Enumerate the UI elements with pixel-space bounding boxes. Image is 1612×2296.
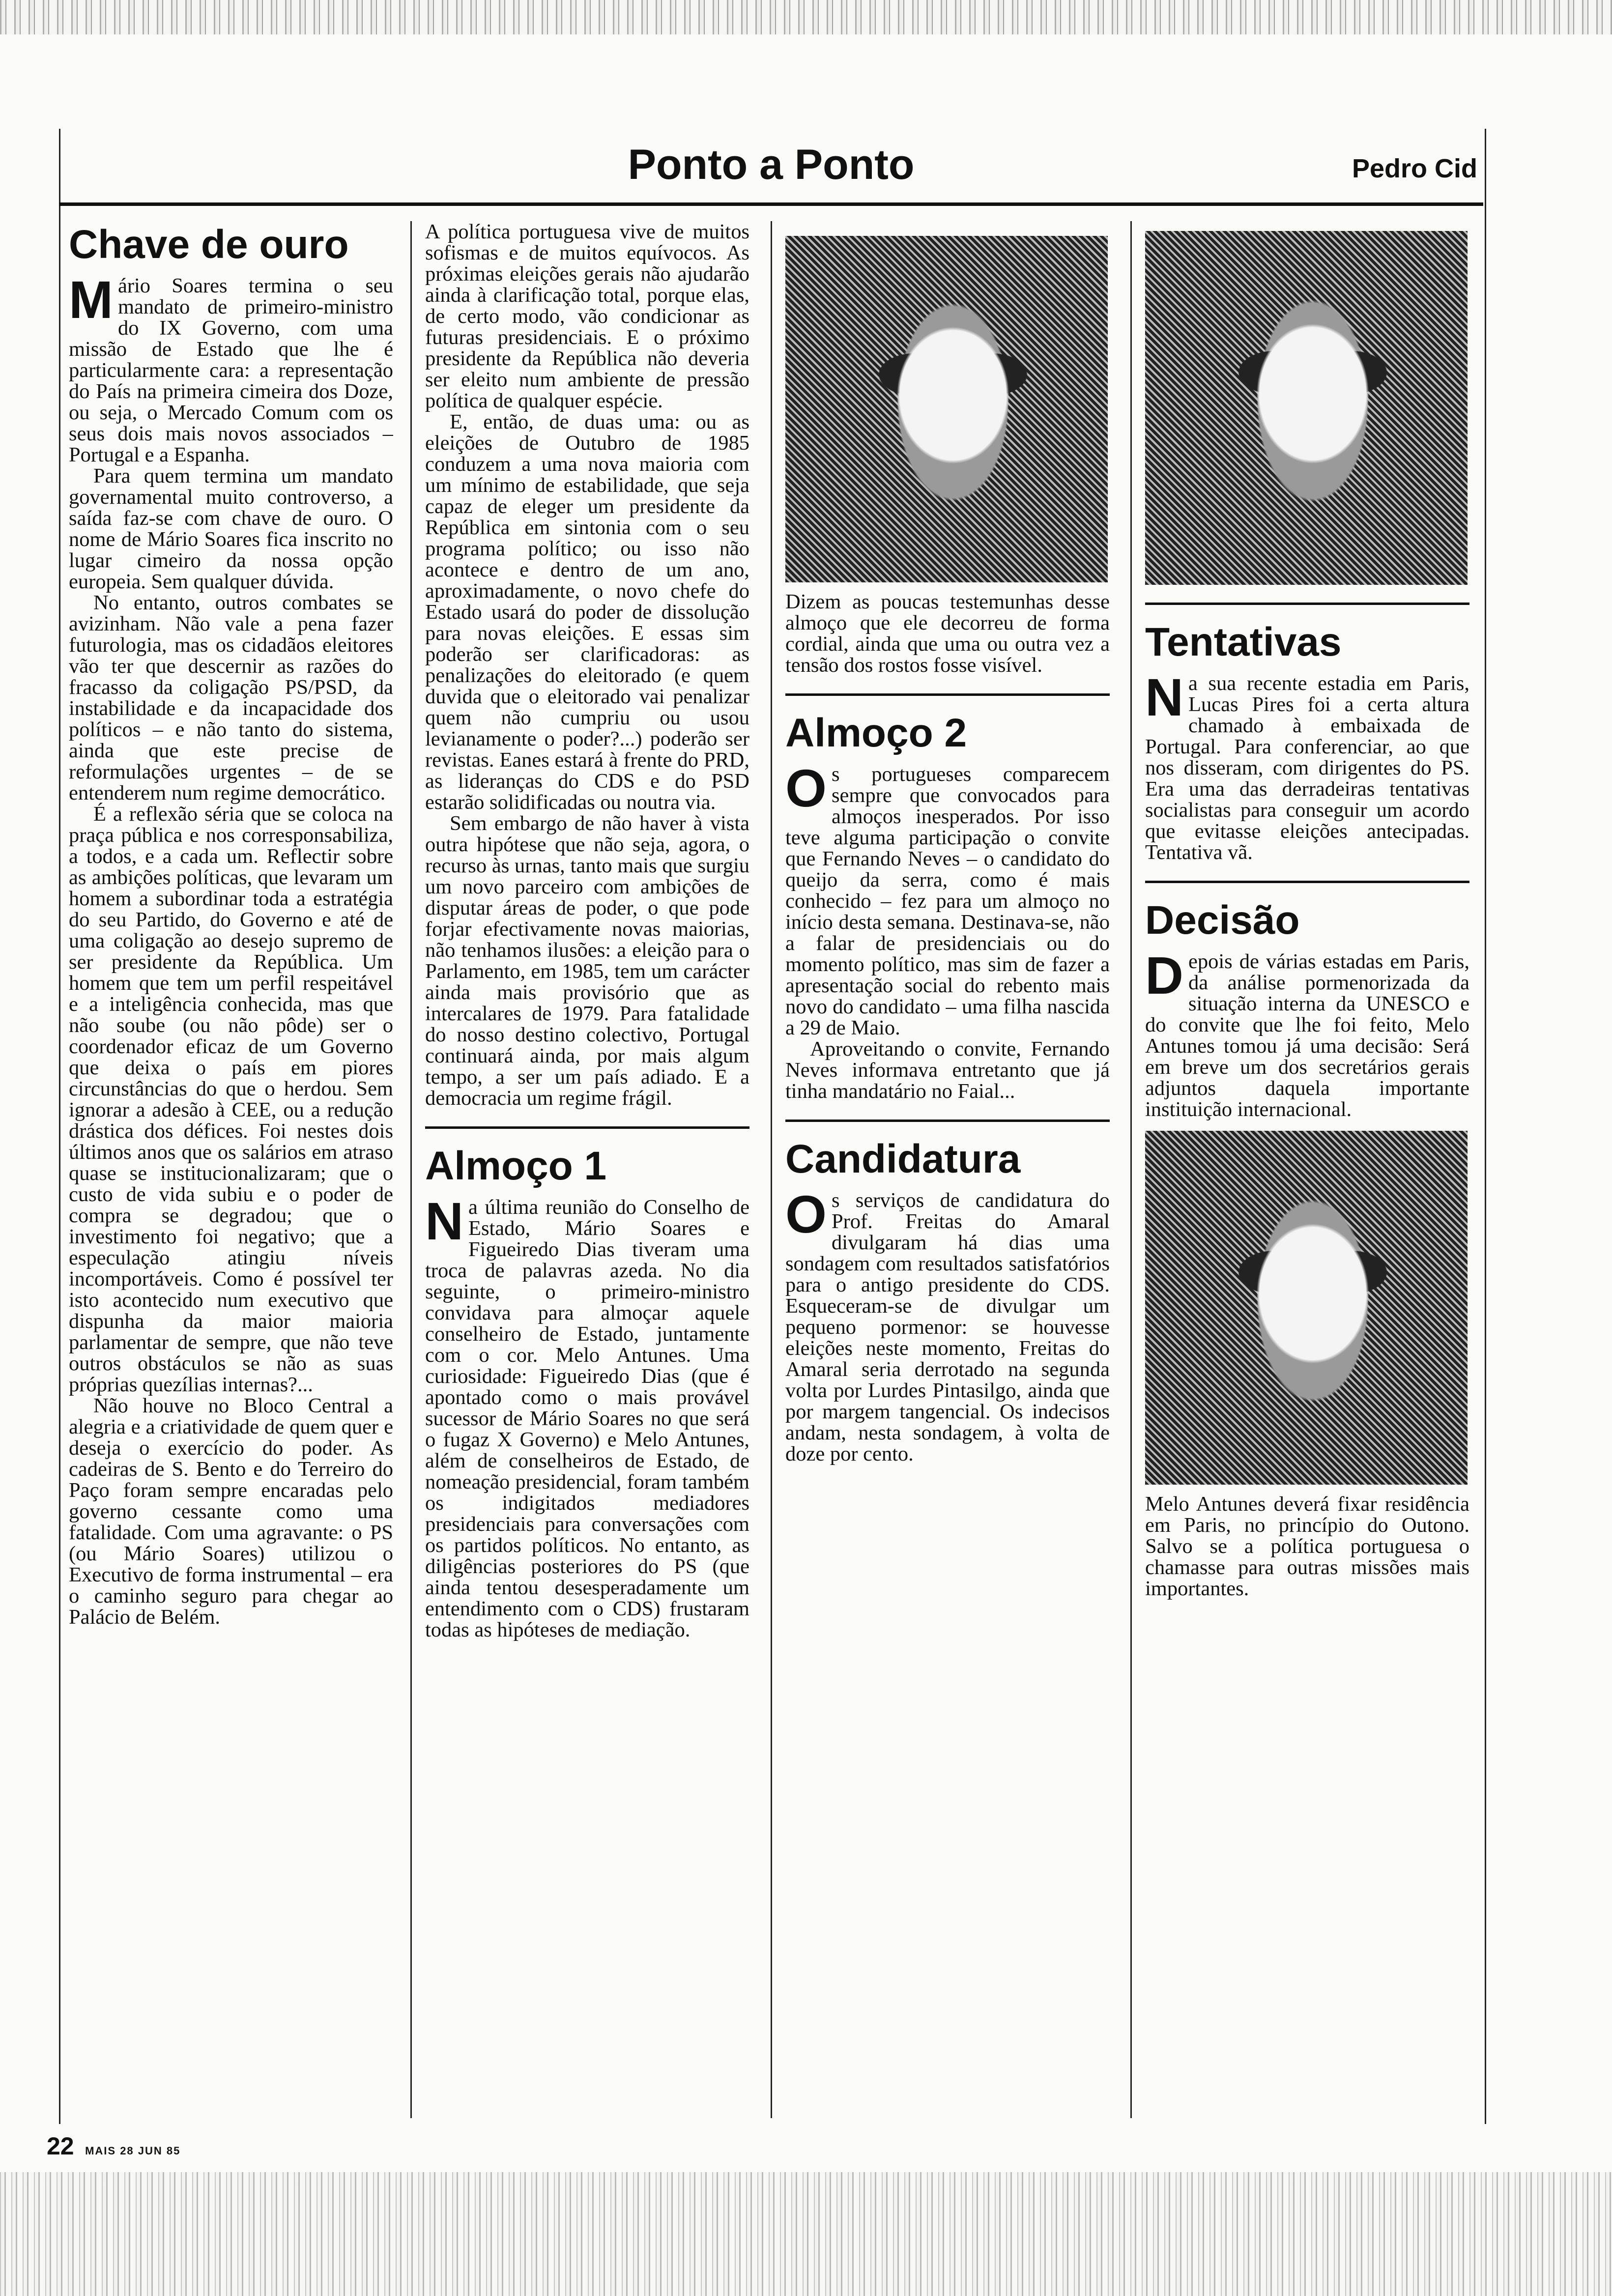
headline-candidatura: Candidatura: [785, 1137, 1021, 1181]
article-paragraph: Dizem as poucas testemunhas desse almoço que ele decorreu de forma cordial, ainda que uma ou outra vez a tensão dos rostos fosse visível.: [785, 590, 1110, 677]
column-divider: [410, 221, 412, 2118]
headline-almoco-1: Almoço 1: [425, 1144, 607, 1188]
article-paragraph: Para quem termina um mandato governamental muito controverso, a saída faz-se com chave de ouro. O nome de Mário Soares fica inscrito no lugar cimeiro da nossa opção europeia. Sem qualquer dúvida.: [69, 464, 393, 593]
article-paragraph: Na sua recente estadia em Paris, Lucas Pires foi a certa altura chamado à embaixada de Portugal. Para conferenciar, ao que nos disseram, com dirigentes do PS. Era uma das derradeiras tentativas socialistas para conseguir um acordo que evitasse eleições antecipadas. Tentativa vã.: [1145, 667, 1469, 864]
headline-almoco-2: Almoço 2: [785, 711, 967, 755]
drop-cap: N: [425, 1191, 463, 1251]
drop-cap: N: [1145, 667, 1183, 727]
column-3: [785, 221, 1110, 2123]
article-paragraph: Os serviços de candidatura do Prof. Freitas do Amaral divulgaram há dias uma sondagem com resultados satisfatórios para o antigo presidente do CDS. Esqueceram-se de divulgar um pequeno pormenor: se houvesse eleições neste momento, Freitas do Amaral seria derrotado na segunda volta por Lurdes Pintasilgo, ainda que por margem tangencial. Os indecisos andam, nesta sondagem, à volta de doze por cento.: [785, 1184, 1110, 1465]
section-title: Ponto a Ponto: [628, 141, 915, 188]
portrait-photo-freitas: [1145, 231, 1468, 585]
issue-line: MAIS 28 JUN 85: [85, 2145, 181, 2157]
article-paragraph: Não houve no Bloco Central a alegria e a criatividade de quem quer e deseja o exercício do poder. As cadeiras de S. Bento e do Terreiro do Paço foram sempre encaradas pelo governo cessante como uma fatalidade. Com uma agravante: o PS (ou Mário Soares) utilizou o Executivo de forma instrumental – era o caminho seguro para chegar ao Palácio de Belém.: [69, 1394, 393, 1629]
column-divider: [771, 221, 772, 2118]
page-footer: [47, 2132, 180, 2160]
drop-cap: O: [785, 758, 827, 818]
headline-chave-de-ouro: Chave de ouro: [69, 222, 349, 267]
article-paragraph: Os portugueses comparecem sempre que convocados para almoços inesperados. Por isso teve alguma participação o convite que Fernando Neves – o candidato do queijo da serra, como é mais conhecido – fez para um almoço no início desta semana. Destinava-se, não a falar de presidenciais ou do momento político, mas sim de fazer a apresentação social do rebento mais novo do candidato – uma filha nascida a 29 de Maio.: [785, 758, 1110, 1039]
scan-noise-bottom: [0, 2172, 1612, 2296]
article-paragraph: A política portuguesa vive de muitos sofismas e de muitos equívocos. As próximas eleições gerais não ajudarão ainda à clarificação total, porque elas, de certo modo, vão condicionar as futuras presidenciais. E o próximo presidente da República não deveria ser eleito num ambiente de pressão política de qualquer espécie.: [425, 221, 749, 412]
portrait-photo-antunes: [1145, 1131, 1468, 1485]
headline-decisao: Decisão: [1145, 898, 1300, 943]
article-paragraph: Depois de várias estadas em Paris, da análise pormenorizada da situação interna da UNESCO e do convite que lhe foi feito, Melo Antunes tomou já uma decisão: Será em breve um dos secretários gerais adjuntos daquela importante instituição internacional.: [1145, 946, 1469, 1121]
section-header: [59, 129, 1483, 206]
article-paragraph: No entanto, outros combates se avizinham. Não vale a pena fazer futurologia, mas os cidadãos eleitores vão ter que descernir as razões do fracasso da coligação PS/PSD, da instabilidade e da incapacidade dos políticos – e não tanto do sistema, ainda que este precise de reformulações urgentes – de se entenderem num regime democrático.: [69, 591, 393, 804]
drop-cap: D: [1145, 946, 1183, 1005]
drop-cap: M: [69, 270, 113, 329]
article-paragraph: E, então, de duas uma: ou as eleições de Outubro de 1985 conduzem a uma nova maioria com um mínimo de estabilidade, que seja capaz de eleger um presidente da República em sintonia com o seu programa político; ou isso não acontece e dentro de um ano, aproximadamente, o novo chefe do Estado usará do poder de dissolução para novas eleições. E essas sim poderão ser clarificadoras: as penalizações do eleitorado (e quem duvida que o eleitorado vai penalizar quem não cumpriu ou usou levianamente o poder?...) poderão ser revistas. Eanes estará à frente do PRD, as lideranças do CDS e do PSD estarão solidificadas ou noutra via.: [425, 410, 749, 814]
portrait-photo-soares: [785, 236, 1108, 582]
article-paragraph: Melo Antunes deverá fixar residência em Paris, no princípio do Outono. Salvo se a política portuguesa o chamasse para outras missões mais importantes.: [1145, 1492, 1469, 1600]
author-byline: Pedro Cid: [1352, 154, 1477, 183]
page-number: 22: [47, 2132, 74, 2160]
section-rule: [785, 1119, 1110, 1122]
article-paragraph: Aproveitando o convite, Fernando Neves informava entretanto que já tinha mandatário no Faial...: [785, 1037, 1110, 1103]
drop-cap: O: [785, 1184, 827, 1244]
article-paragraph: Mário Soares termina o seu mandato de primeiro-ministro do IX Governo, com uma missão de Estado que lhe é particularmente cara: a representação do País na primeira cimeira dos Doze, ou seja, o Mercado Comum com os seus dois mais novos associados – Portugal e a Espanha.: [69, 270, 393, 466]
article-paragraph: Sem embargo de não haver à vista outra hipótese que não seja, agora, o recurso às urnas, tanto mais que surgiu um novo parceiro com ambições de disputar áreas de poder, o que pode forjar efectivamente novas maiorias, não tenhamos ilusões: a eleição para o Parlamento, em 1985, tem um carácter ainda mais provisório que as intercalares de 1979. Para fatalidade do nosso destino colectivo, Portugal continuará ainda, por mais algum tempo, a ser um país adiado. E a democracia um regime frágil.: [425, 812, 749, 1110]
column-2: [425, 221, 749, 2123]
article-paragraph: É a reflexão séria que se coloca na praça pública e nos corresponsabiliza, a todos, e a cada um. Reflectir sobre as ambições políticas, que levaram um homem a subordinar toda a estratégia do seu Partido, do Governo e até de uma coligação ao desejo supremo de ser presidente da República. Um homem que tem um perfil respeitável e a inteligência conhecida, mas que não soube (ou não pôde) ser o coordenador eficaz de um Governo que deixa o país em piores circunstâncias do que o herdou. Sem ignorar a adesão à CEE, ou a redução drástica dos défices. Foi nestes dois últimos anos que os salários em atraso quase se institucionalizaram; que o custo de vida subiu e o poder de compra se degradou; que o investimento foi negativo; que a especulação atingiu níveis incomportáveis. Como é possível ter isto acontecido num executivo que dispunha da maior maioria parlamentar de sempre, que não teve outros obstáculos se não as suas próprias quezílias internas?...: [69, 803, 393, 1396]
section-rule: [1145, 603, 1469, 605]
article-paragraph: Na última reunião do Conselho de Estado, Mário Soares e Figueiredo Dias tiveram uma troca de palavras azeda. No dia seguinte, o primeiro-ministro convidava para almoçar aquele conselheiro de Estado, juntamente com o cor. Melo Antunes. Uma curiosidade: Figueiredo Dias (que é apontado como o mais provável sucessor de Mário Soares no que será o fugaz X Governo) e Melo Antunes, além de conselheiros de Estado, de nomeação presidencial, foram também os indigitados mediadores presidenciais para conversações com os partidos políticos. No entanto, as diligências posteriores do PS (que ainda tentou desesperadamente um entendimento com o CDS) frustaram todas as hipóteses de mediação.: [425, 1191, 749, 1641]
column-4: [1145, 221, 1469, 2123]
section-rule: [425, 1126, 749, 1129]
section-rule: [1145, 881, 1469, 883]
column-1: [69, 221, 393, 2123]
section-rule: [785, 693, 1110, 696]
headline-tentativas: Tentativas: [1145, 620, 1342, 664]
column-divider: [1130, 221, 1132, 2118]
scan-noise-top: [0, 0, 1612, 34]
